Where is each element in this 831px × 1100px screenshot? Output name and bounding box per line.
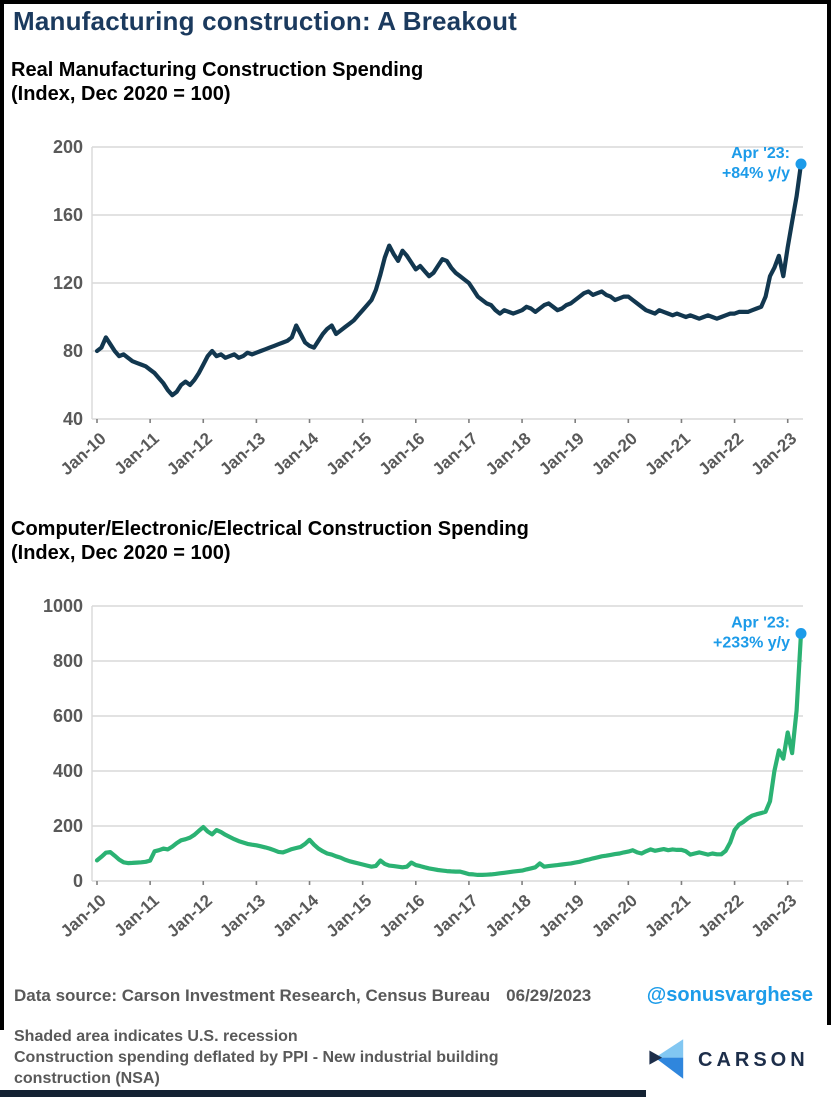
- svg-text:Apr '23:: Apr '23:: [731, 614, 790, 632]
- svg-text:160: 160: [52, 205, 83, 225]
- deflator-note: Construction spending deflated by PPI - New industrial building construction (NSA): [14, 1049, 499, 1088]
- svg-text:Jan-10: Jan-10: [56, 428, 110, 480]
- svg-text:Jan-11: Jan-11: [110, 890, 163, 941]
- manufacturing-spending-chart: [0, 135, 831, 510]
- svg-text:600: 600: [52, 706, 83, 726]
- svg-text:Jan-11: Jan-11: [110, 428, 163, 479]
- chart1-heading: [11, 58, 423, 107]
- footer-notes: [14, 1026, 559, 1089]
- svg-text:Jan-22: Jan-22: [694, 890, 748, 942]
- svg-text:Jan-17: Jan-17: [428, 428, 482, 480]
- svg-text:Jan-14: Jan-14: [269, 890, 323, 942]
- svg-text:0: 0: [72, 871, 83, 891]
- svg-text:Jan-15: Jan-15: [322, 890, 376, 942]
- bottom-brand-bar: [0, 1090, 646, 1097]
- svg-text:Jan-19: Jan-19: [535, 890, 588, 942]
- svg-text:200: 200: [52, 816, 83, 836]
- svg-text:80: 80: [62, 341, 83, 361]
- data-source-label: Data source: Carson Investment Research, Census Bureau: [14, 986, 491, 1005]
- svg-text:Jan-14: Jan-14: [269, 428, 323, 480]
- svg-text:+233% y/y: +233% y/y: [713, 634, 790, 652]
- svg-text:1000: 1000: [42, 596, 83, 616]
- svg-text:Jan-18: Jan-18: [481, 428, 535, 480]
- carson-logo-icon: [648, 1037, 686, 1081]
- svg-text:40: 40: [62, 409, 83, 429]
- page-title: Manufacturing construction: A Breakout: [13, 6, 518, 36]
- svg-text:Jan-10: Jan-10: [56, 890, 110, 942]
- svg-text:Jan-21: Jan-21: [641, 428, 695, 480]
- svg-text:800: 800: [52, 651, 83, 671]
- svg-text:Jan-20: Jan-20: [588, 890, 641, 942]
- svg-text:120: 120: [52, 273, 83, 293]
- chart2-title: Computer/Electronic/Electrical Construction Spending: [11, 518, 529, 540]
- carson-logo: [648, 1036, 818, 1082]
- svg-text:Jan-19: Jan-19: [535, 428, 588, 480]
- svg-text:Jan-18: Jan-18: [481, 890, 535, 942]
- svg-text:Jan-16: Jan-16: [375, 890, 429, 942]
- svg-text:Jan-21: Jan-21: [641, 890, 695, 942]
- svg-text:Jan-13: Jan-13: [216, 890, 270, 942]
- top-border: [0, 0, 831, 4]
- svg-text:Jan-17: Jan-17: [428, 890, 482, 942]
- svg-text:Jan-12: Jan-12: [163, 428, 216, 480]
- svg-text:Jan-12: Jan-12: [163, 890, 216, 942]
- carson-logo-text: CARSON: [698, 1048, 809, 1071]
- svg-text:Jan-23: Jan-23: [747, 890, 801, 942]
- chart1-title: Real Manufacturing Construction Spending: [11, 59, 424, 81]
- svg-text:Jan-22: Jan-22: [694, 428, 748, 480]
- computer-electronic-chart: [0, 595, 831, 975]
- chart2-heading: [11, 517, 529, 566]
- svg-text:Jan-16: Jan-16: [375, 428, 429, 480]
- svg-text:Jan-13: Jan-13: [216, 428, 270, 480]
- svg-text:200: 200: [52, 137, 83, 157]
- chart2-subtitle: (Index, Dec 2020 = 100): [11, 542, 231, 565]
- recession-note: Shaded area indicates U.S. recession: [14, 1028, 298, 1045]
- data-source-text: [14, 986, 591, 1006]
- svg-text:+84% y/y: +84% y/y: [721, 165, 790, 182]
- chart1-subtitle: (Index, Dec 2020 = 100): [11, 83, 231, 106]
- svg-text:Jan-20: Jan-20: [588, 428, 641, 480]
- svg-text:Jan-15: Jan-15: [322, 428, 376, 480]
- svg-text:400: 400: [52, 761, 83, 781]
- svg-text:Apr '23:: Apr '23:: [731, 145, 790, 162]
- twitter-handle-link[interactable]: @sonusvarghese: [646, 984, 813, 1006]
- footer-date: 06/29/2023: [506, 986, 592, 1005]
- svg-text:Jan-23: Jan-23: [747, 428, 801, 480]
